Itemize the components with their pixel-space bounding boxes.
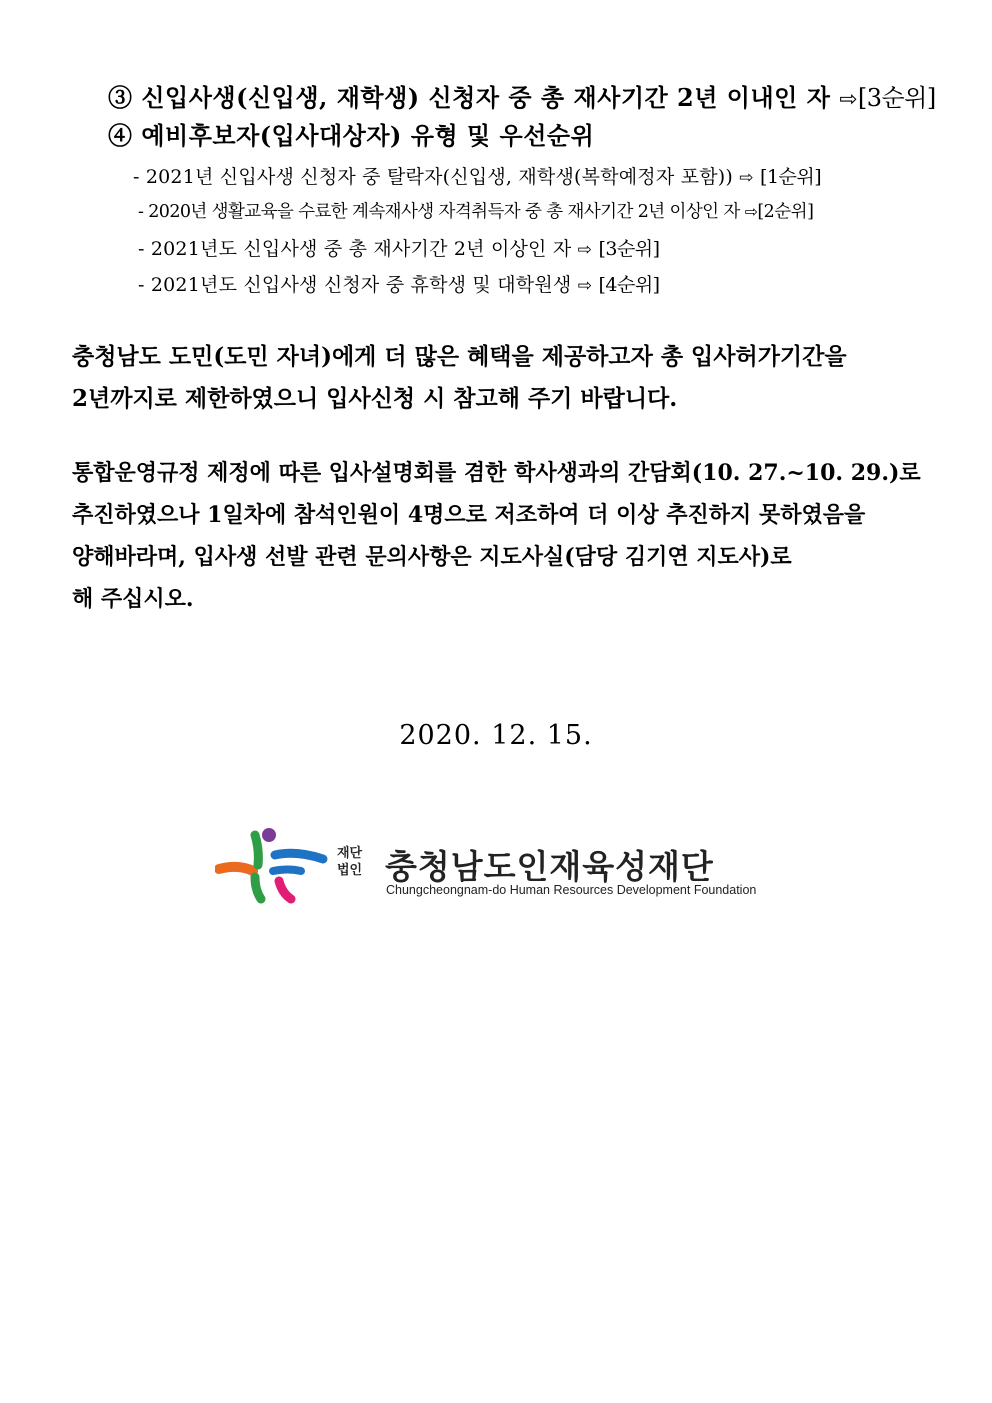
- notice-paragraph-1: [72, 336, 922, 420]
- paragraph-1-line-2: 2년까지로 제한하였으니 입사신청 시 참고해 주기 바랍니다.: [72, 385, 678, 412]
- paragraph-2-line-2: 추진하였으나 1일차에 참석인원이 4명으로 저조하여 더 이상 추진하지 못하였음을: [72, 502, 866, 528]
- sub-item-2: [138, 204, 813, 222]
- sub-item-2-text: - 2020년 생활교육을 수료한 계속재사생 자격취득자 중 총 재사기간 2년 이상인 자: [138, 202, 740, 222]
- sub-item-2-rank: [2순위]: [757, 202, 814, 222]
- sub-item-1-text: - 2021년 신입사생 신청자 중 탈락자(신입생, 재학생(복학예정자 포함)): [133, 166, 733, 188]
- logo-tag-line-1: 재단: [337, 846, 363, 861]
- arrow-icon: ⇨: [744, 202, 758, 221]
- paragraph-2-line-1: 통합운영규정 제정에 따른 입사설명회를 겸한 학사생과의 간담회(10. 27.~10. 29.)로: [72, 460, 921, 486]
- sub-item-3: [138, 240, 660, 259]
- item-3-marker: ③: [108, 83, 133, 112]
- arrow-icon: ⇨: [577, 276, 593, 296]
- document-date: 2020. 12. 15.: [399, 720, 593, 751]
- arrow-icon: ⇨: [739, 168, 754, 188]
- arrow-icon: ⇨: [839, 87, 858, 112]
- foundation-emblem-icon: [215, 825, 330, 907]
- logo-korean-name: 충청남도인재육성재단: [385, 847, 714, 886]
- sub-item-1-rank: [1순위]: [760, 166, 822, 188]
- paragraph-2-line-3: 양해바라며, 입사생 선발 관련 문의사항은 지도사실(담당 김기연 지도사)로: [72, 544, 792, 570]
- sub-item-3-text: - 2021년도 신입사생 중 총 재사기간 2년 이상인 자: [138, 238, 572, 260]
- item-4-text: 예비후보자(입사대상자) 유형 및 우선순위: [141, 121, 595, 150]
- logo-english-name: Chungcheongnam-do Human Resources Development Foundation: [386, 883, 757, 897]
- sub-item-1: [133, 168, 821, 187]
- sub-item-4-text: - 2021년도 신입사생 신청자 중 휴학생 및 대학원생: [138, 274, 572, 296]
- sub-item-4-rank: [4순위]: [598, 274, 660, 296]
- paragraph-2-line-4: 해 주십시오.: [72, 586, 194, 612]
- item-4-marker: ④: [108, 121, 133, 150]
- item-3-rank: [3순위]: [857, 84, 936, 112]
- arrow-icon: ⇨: [577, 240, 593, 260]
- item-3-text: 신입사생(신입생, 재학생) 신청자 중 총 재사기간 2년 이내인 자: [141, 83, 831, 112]
- foundation-logo: [215, 825, 790, 907]
- notice-paragraph-2: [72, 452, 922, 620]
- sub-item-4: [138, 276, 660, 295]
- paragraph-1-line-1: 충청남도 도민(도민 자녀)에게 더 많은 혜택을 제공하고자 총 입사허가기간을: [72, 343, 847, 370]
- item-4: [108, 121, 595, 150]
- sub-item-3-rank: [3순위]: [598, 238, 660, 260]
- item-3: [108, 83, 936, 112]
- logo-tag: [337, 845, 362, 879]
- logo-tag-line-2: 법인: [337, 863, 363, 878]
